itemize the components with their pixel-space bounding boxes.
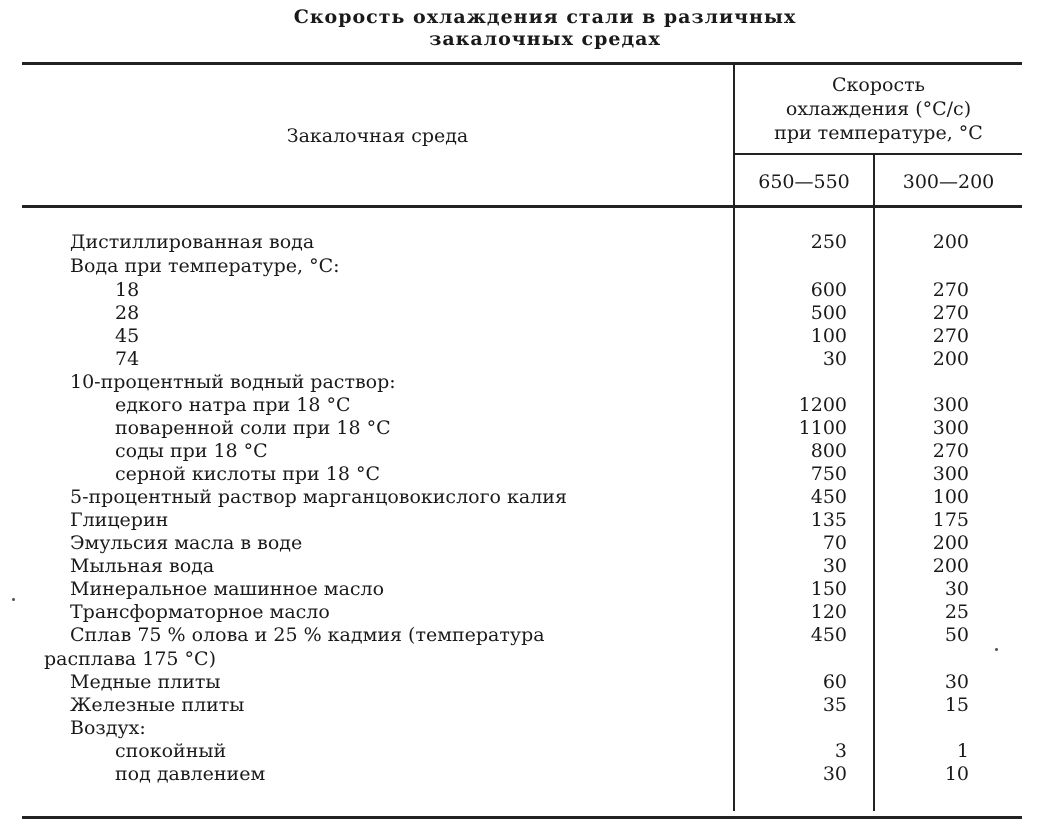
medium-name: Медные плиты [70,671,221,693]
table-row [22,671,1022,694]
medium-name: 74 [115,348,140,370]
medium-name: Железные плиты [70,694,245,716]
header-bottom-rule [22,205,1022,208]
medium-name: Минеральное машинное масло [70,578,385,600]
table-title-line-2: закалочных средах [429,28,661,50]
table-row [22,302,1022,325]
rate-300-200: 175 [932,509,969,531]
medium-name: 28 [115,302,140,324]
rate-650-550: 150 [810,578,847,600]
medium-name: серной кислоты при 18 °С [115,463,380,485]
table-row [22,371,1022,394]
medium-name: соды при 18 °С [115,440,268,462]
medium-name: под давлением [115,763,266,785]
table-row [22,763,1022,786]
table-row [22,717,1022,740]
medium-name: 45 [115,325,140,347]
header-medium: Закалочная среда [286,125,469,147]
medium-name: Воздух: [70,717,146,739]
table-row [22,440,1022,463]
table-row [22,648,1022,671]
medium-name: спокойный [115,740,227,762]
rate-650-550: 30 [822,763,847,785]
medium-name: расплава 175 °С) [44,648,217,670]
rate-650-550: 35 [822,694,847,716]
rate-300-200: 270 [932,279,969,301]
medium-name: поваренной соли при 18 °С [115,417,391,439]
rate-650-550: 450 [810,486,847,508]
table-row [22,740,1022,763]
rate-300-200: 270 [932,302,969,324]
table-row [22,509,1022,532]
table-row [22,255,1022,278]
medium-name: Сплав 75 % олова и 25 % кадмия (температура [70,624,545,646]
rate-300-200: 270 [932,440,969,462]
table-row [22,231,1022,254]
table-row [22,532,1022,555]
table-row [22,394,1022,417]
rate-650-550: 3 [834,740,847,762]
medium-name: 10-процентный водный раствор: [70,371,396,393]
table-row [22,578,1022,601]
rate-300-200: 50 [944,624,969,646]
rate-300-200: 10 [944,763,969,785]
table-row [22,555,1022,578]
rate-300-200: 270 [932,325,969,347]
rate-300-200: 200 [932,532,969,554]
rate-650-550: 1200 [798,394,847,416]
medium-name: едкого натра при 18 °С [115,394,351,416]
rate-650-550: 800 [810,440,847,462]
table-row [22,624,1022,647]
rate-650-550: 60 [822,671,847,693]
medium-name: Мыльная вода [70,555,215,577]
rate-650-550: 30 [822,555,847,577]
medium-name: Дистиллированная вода [70,231,315,253]
rate-650-550: 600 [810,279,847,301]
rate-300-200: 300 [932,394,969,416]
rate-650-550: 450 [810,624,847,646]
header-rate-line-3: при температуре, °С [774,122,983,144]
medium-name: Глицерин [70,509,169,531]
rate-300-200: 200 [932,231,969,253]
table-row [22,325,1022,348]
rate-300-200: 30 [944,671,969,693]
rate-300-200: 1 [956,740,969,762]
header-range-300-200: 300—200 [902,171,995,193]
rate-650-550: 500 [810,302,847,324]
medium-name: 5-процентный раствор марганцовокислого калия [70,486,567,508]
rate-300-200: 100 [932,486,969,508]
rate-300-200: 25 [944,601,969,623]
medium-name: Эмульсия масла в воде [70,532,303,554]
rate-300-200: 200 [932,348,969,370]
table-row [22,417,1022,440]
medium-name: Вода при температуре, °С: [70,255,340,277]
rate-300-200: 300 [932,417,969,439]
header-rate-line-2: охлаждения (°С/с) [785,98,972,120]
scan-speck [12,598,15,601]
rate-300-200: 15 [944,694,969,716]
rate-650-550: 70 [822,532,847,554]
rate-300-200: 300 [932,463,969,485]
medium-name: 18 [115,279,140,301]
table-row [22,279,1022,302]
header-sub-rule [733,153,1022,155]
table-row [22,463,1022,486]
rate-650-550: 250 [810,231,847,253]
rate-300-200: 200 [932,555,969,577]
scan-speck [995,648,998,651]
rate-650-550: 100 [810,325,847,347]
table-row [22,694,1022,717]
rate-650-550: 120 [810,601,847,623]
rate-650-550: 30 [822,348,847,370]
header-range-650-550: 650—550 [758,171,850,193]
header-rate-line-1: Скорость [832,74,925,96]
medium-name: Трансформаторное масло [70,601,330,623]
table-title-line-1: Скорость охлаждения стали в различных [293,6,797,28]
rate-650-550: 135 [810,509,847,531]
rate-300-200: 30 [944,578,969,600]
rate-650-550: 1100 [798,417,847,439]
rate-650-550: 750 [810,463,847,485]
table-row [22,601,1022,624]
table-row [22,348,1022,371]
table-row [22,486,1022,509]
